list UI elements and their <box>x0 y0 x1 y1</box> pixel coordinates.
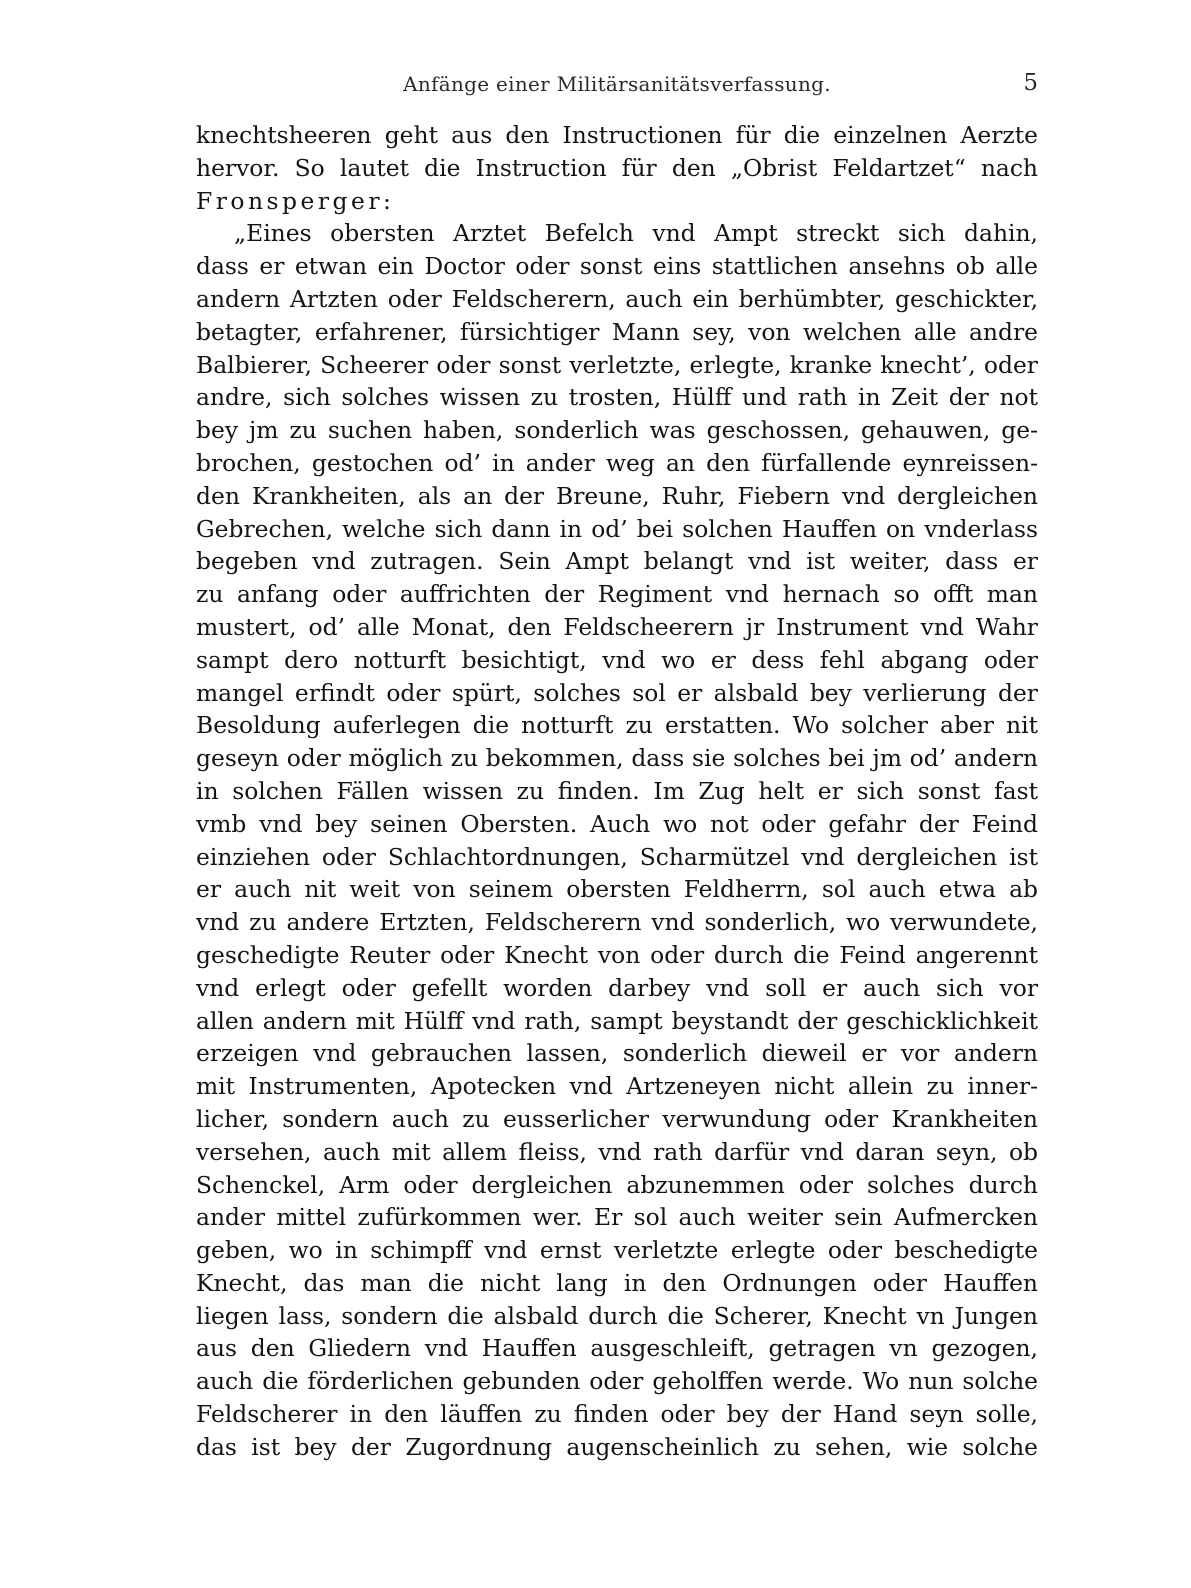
text-line: auch die förderlichen gebunden oder geholffen werde. Wo nun solche <box>196 1367 1038 1396</box>
text-line: licher, sondern auch zu eusserlicher verwundung oder Krankheiten <box>196 1104 1038 1133</box>
text-line: begeben vnd zutragen. Sein Ampt belangt vnd ist weiter, dass er <box>196 547 1038 576</box>
text-line: Gebrechen, welche sich dann in od’ bei solchen Hauffen on vnderlass <box>196 514 1038 543</box>
text-line: bey jm zu suchen haben, sonderlich was geschossen, gehauwen, ge- <box>196 416 1038 445</box>
text-line: Schenckel, Arm oder dergleichen abzunemmen oder solches durch <box>196 1170 1038 1199</box>
text-line: in solchen Fällen wissen zu finden. Im Zug helt er sich sonst fast <box>196 776 1038 805</box>
text-line: „Eines obersten Arztet Befelch vnd Ampt streckt sich dahin, <box>234 219 1038 248</box>
text-line: Feldscherer in den läuffen zu finden oder bey der Hand seyn solle, <box>196 1400 1038 1429</box>
text-line: erzeigen vnd gebrauchen lassen, sonderlich dieweil er vor andern <box>196 1039 1038 1068</box>
text-line: vnd erlegt oder gefellt worden darbey vnd soll er auch sich vor <box>196 973 1038 1002</box>
text-line: liegen lass, sondern die alsbald durch die Scherer, Knecht vn Jungen <box>196 1301 1038 1330</box>
text-line: ander mittel zufürkommen wer. Er sol auch weiter sein Aufmercken <box>196 1203 1038 1232</box>
text-line: brochen, gestochen od’ in ander weg an den fürfallende eynreissen- <box>196 448 1038 477</box>
text-line: andern Artzten oder Feldscherern, auch ein berhümbter, geschickter, <box>196 284 1038 313</box>
text-line: einziehen oder Schlachtordnungen, Scharmützel vnd dergleichen ist <box>196 842 1038 871</box>
text-line: versehen, auch mit allem fleiss, vnd rath darfür vnd daran seyn, ob <box>196 1137 1038 1166</box>
text-line: geseyn oder möglich zu bekommen, dass sie solches bei jm od’ andern <box>196 744 1038 773</box>
text-line: dass er etwan ein Doctor oder sonst eins stattlichen ansehns ob alle <box>196 252 1038 281</box>
text-line: den Krankheiten, als an der Breune, Ruhr, Fiebern vnd dergleichen <box>196 481 1038 510</box>
text-line: vnd zu andere Ertzten, Feldscherern vnd sonderlich, wo verwundete, <box>196 908 1038 937</box>
text-line: mangel erfindt oder spürt, solches sol er alsbald bey verlierung der <box>196 678 1038 707</box>
text-line: mit Instrumenten, Apotecken vnd Artzeneyen nicht allein zu inner- <box>196 1072 1038 1101</box>
text-line: Knecht, das man die nicht lang in den Ordnungen oder Hauffen <box>196 1268 1038 1297</box>
page-header <box>196 72 1038 102</box>
text-line: knechtsheeren geht aus den Instructionen für die einzelnen Aerzte <box>196 121 1038 149</box>
text-line: betagter, erfahrener, fürsichtiger Mann sey, von welchen alle andre <box>196 317 1038 346</box>
running-title: Anfänge einer Militärsanitätsverfassung. <box>403 72 831 96</box>
text-line: Fronsperger: <box>196 186 395 215</box>
text-line: mustert, od’ alle Monat, den Feldscheerern jr Instrument vnd Wahr <box>196 612 1038 641</box>
text-line: Balbierer, Scheerer oder sonst verletzte, erlegte, kranke knecht’, oder <box>196 350 1038 379</box>
text-line: zu anfang oder auffrichten der Regiment vnd hernach so offt man <box>196 580 1038 609</box>
text-line: Besoldung auferlegen die notturft zu erstatten. Wo solcher aber nit <box>196 711 1038 740</box>
text-line: das ist bey der Zugordnung augenscheinlich zu sehen, wie solche <box>196 1432 1038 1461</box>
text-line: hervor. So lautet die Instruction für den „Obrist Feldartzet“ nach <box>196 153 1038 182</box>
text-line: andre, sich solches wissen zu trosten, Hülff und rath in Zeit der not <box>196 383 1038 412</box>
text-line: sampt dero notturft besichtigt, vnd wo er dess fehl abgang oder <box>196 645 1038 674</box>
text-line: allen andern mit Hülff vnd rath, sampt beystandt der geschicklichkeit <box>196 1006 1038 1035</box>
text-line: geben, wo in schimpff vnd ernst verletzte erlegte oder beschedigte <box>196 1236 1038 1265</box>
text-line: geschedigte Reuter oder Knecht von oder durch die Feind angerennt <box>196 940 1038 969</box>
body-text <box>196 119 1038 1464</box>
text-line: er auch nit weit von seinem obersten Feldherrn, sol auch etwa ab <box>196 875 1038 904</box>
page-number: 5 <box>1023 70 1038 96</box>
text-line: aus den Gliedern vnd Hauffen ausgeschleift, getragen vn gezogen, <box>196 1334 1038 1363</box>
text-line: vmb vnd bey seinen Obersten. Auch wo not oder gefahr der Feind <box>196 809 1038 838</box>
